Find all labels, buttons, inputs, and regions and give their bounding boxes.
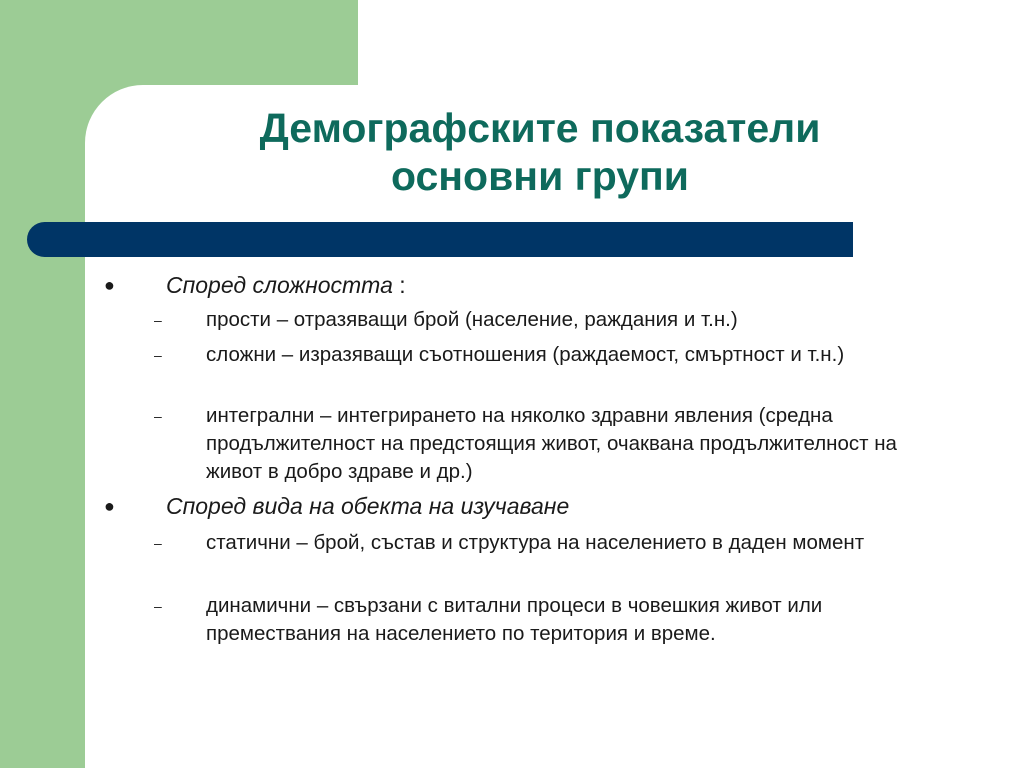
sub-item-text: прости – отразяващи брой (население, раждания и т.н.) <box>206 308 738 331</box>
title-line-1: Демографските показатели <box>259 105 821 151</box>
sub-item-text: статични – брой, състав и структура на населението в даден момент <box>206 531 865 554</box>
sub-item-text: интегрални – интегрирането на няколко здравни явления (средна продължителност на предстоящия живот, очаквана продължителност на живот в добро здраве и др.) <box>206 404 897 483</box>
dash-icon: – <box>154 535 162 551</box>
bullet-text <box>166 492 569 521</box>
bullet-heading: Според сложността <box>166 272 393 298</box>
title-line-2: основни групи <box>390 153 690 199</box>
bullet-icon: ● <box>104 275 115 295</box>
bullet-heading: Според вида на обекта на изучаване <box>166 493 570 519</box>
dash-icon: – <box>154 598 162 614</box>
dash-icon: – <box>154 408 162 424</box>
sub-item-text: динамични – свързани с витални процеси в човешкия живот или премествания на населението по територия и време. <box>206 594 823 645</box>
bullet-suffix: : <box>392 272 406 298</box>
sub-item-text: сложни – изразяващи съотношения (раждаемост, смъртност и т.н.) <box>206 343 845 366</box>
bullet-icon: ● <box>104 496 115 516</box>
dash-icon: – <box>154 312 162 328</box>
dash-icon: – <box>154 347 162 363</box>
bullet-text <box>166 271 406 300</box>
